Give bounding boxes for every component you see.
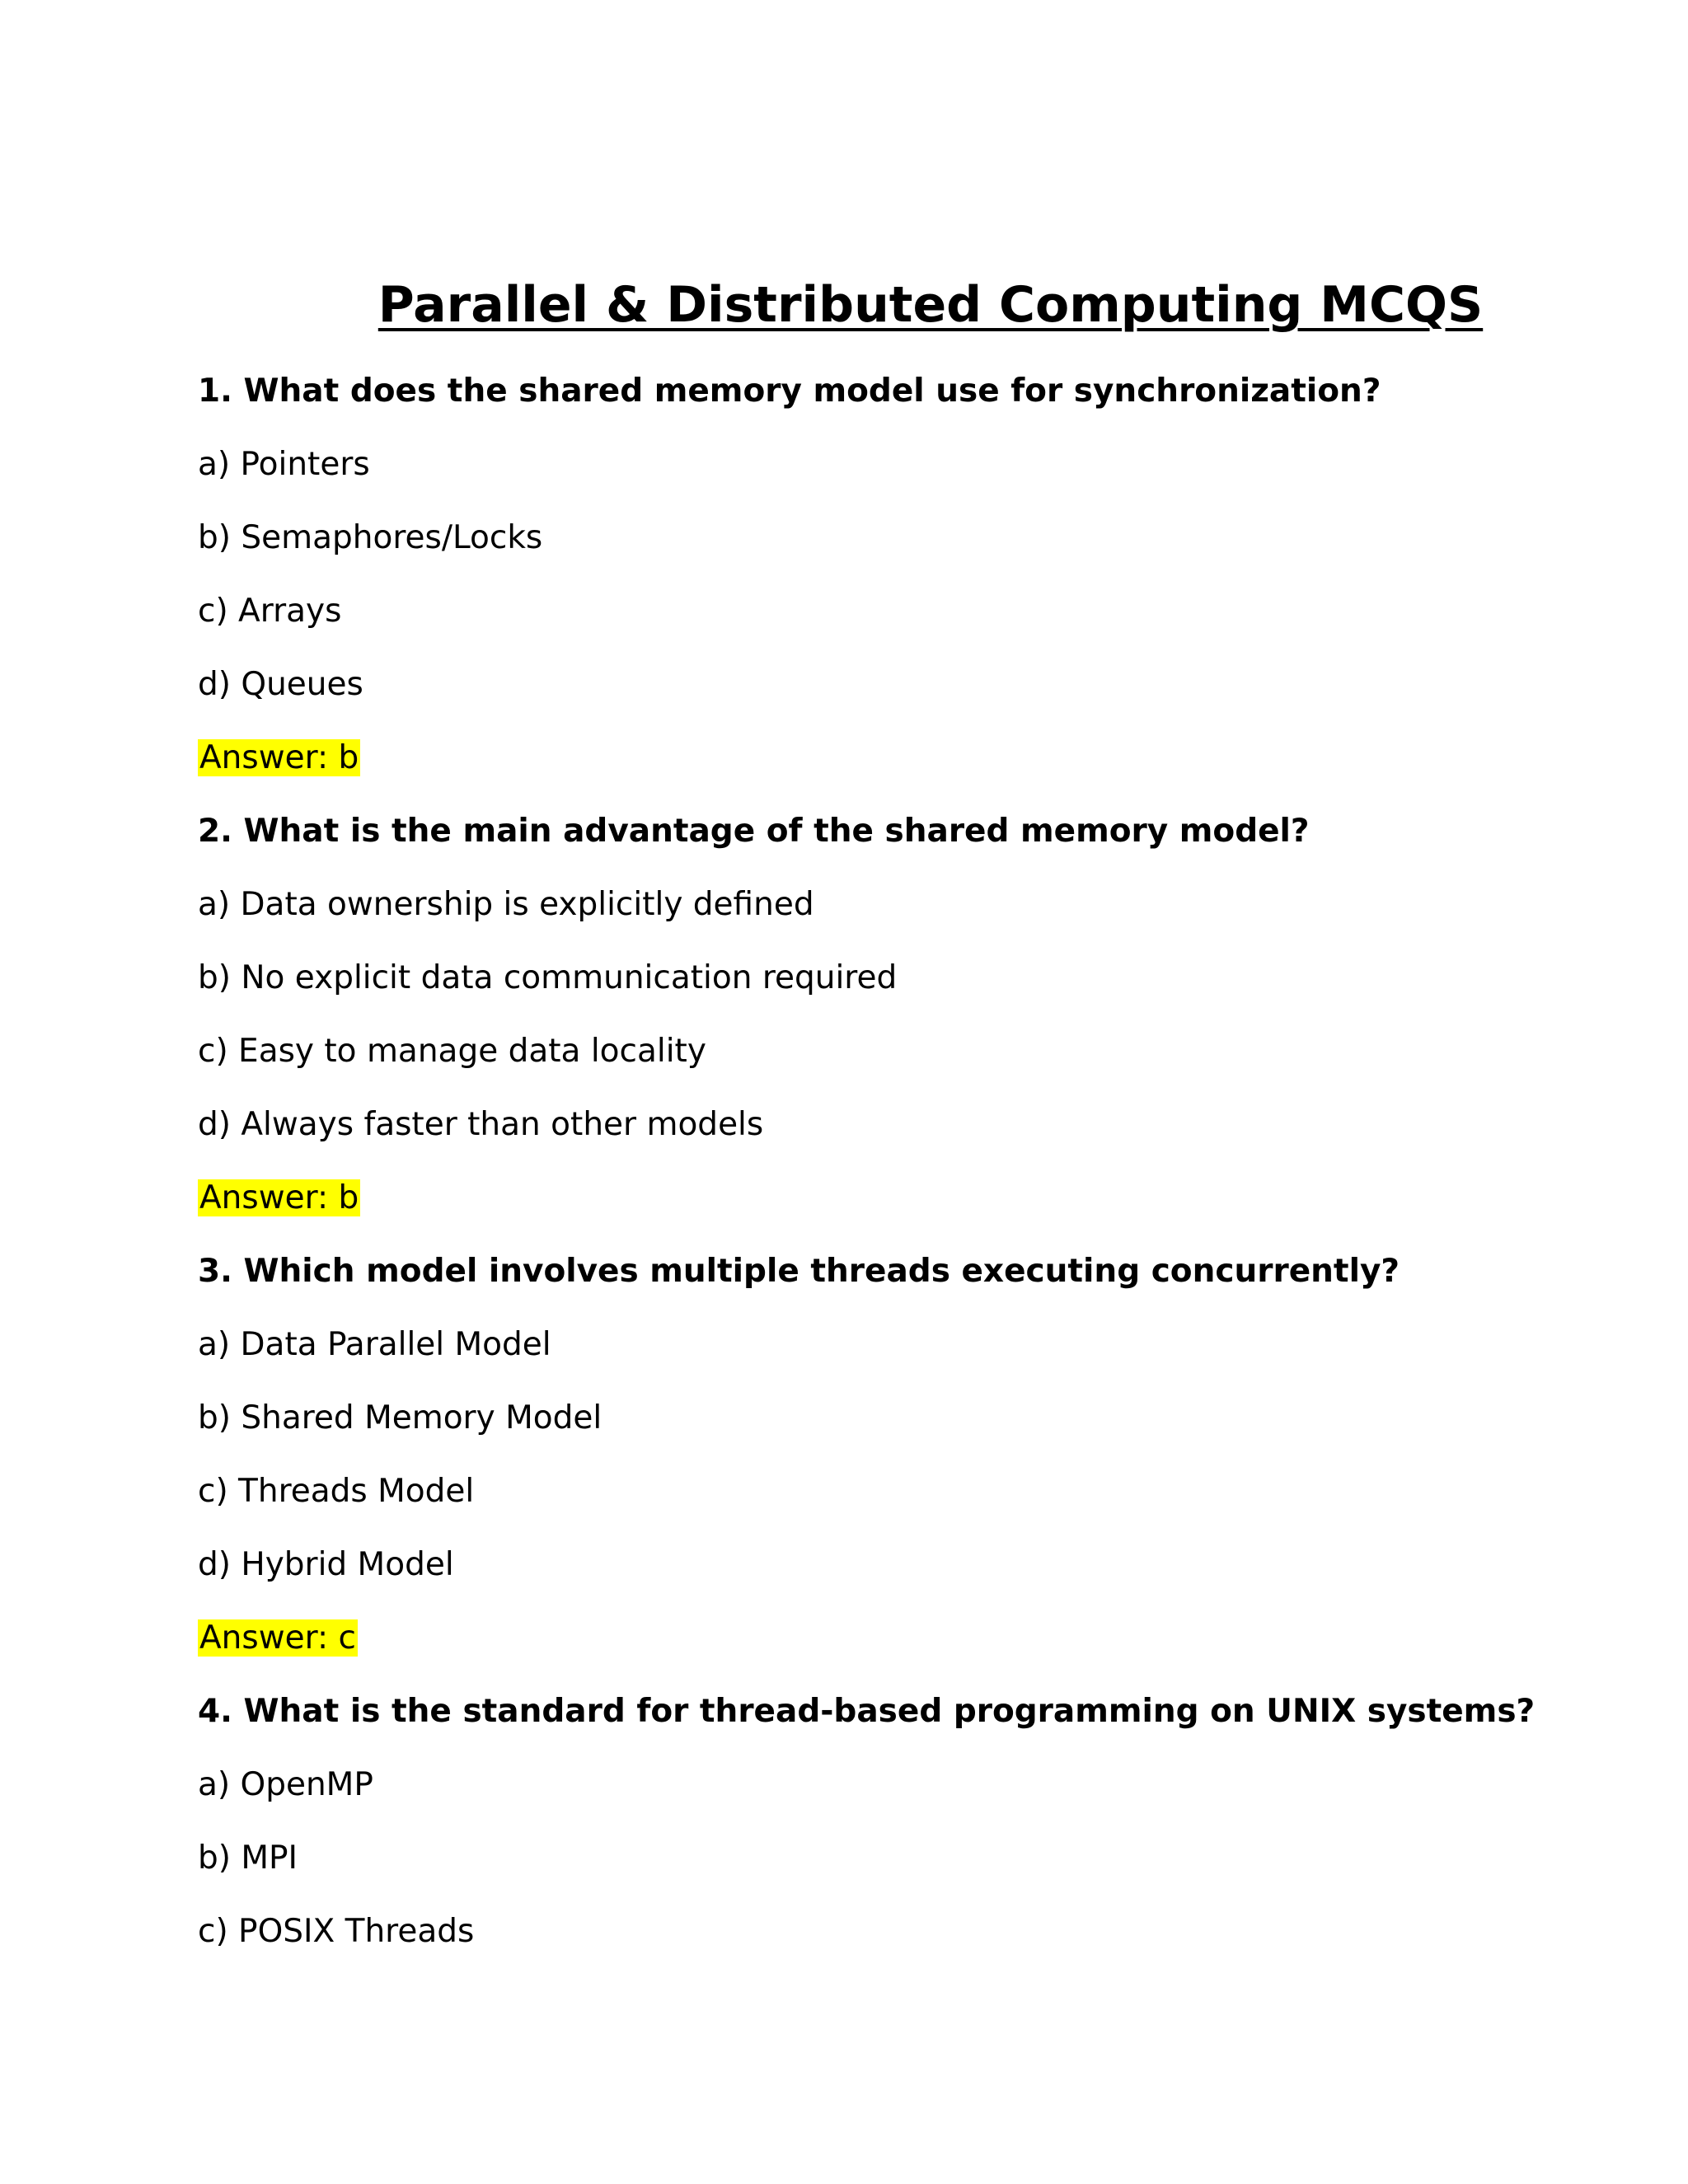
question-text: 4. What is the standard for thread-based programming on UNIX systems?	[198, 1693, 1536, 1730]
answer-highlight: Answer: b	[199, 739, 359, 776]
option-a: a) Pointers	[198, 446, 370, 483]
option-c: c) Arrays	[198, 593, 342, 630]
option-b: b) Shared Memory Model	[198, 1399, 603, 1436]
question-block-3	[198, 1243, 1599, 1683]
option-c: c) Threads Model	[198, 1473, 475, 1510]
answer-line	[198, 1610, 1599, 1683]
option-d: d) Queues	[198, 666, 363, 703]
option-a: a) Data Parallel Model	[198, 1326, 551, 1363]
option-b: b) MPI	[198, 1840, 298, 1877]
option-d: d) Always faster than other models	[198, 1106, 764, 1143]
option-b: b) No explicit data communication required	[198, 959, 898, 996]
answer-highlight: Answer: b	[199, 1179, 359, 1216]
question-block-4	[198, 1683, 1599, 1976]
option-d: d) Hybrid Model	[198, 1546, 454, 1583]
answer-line	[198, 729, 1599, 803]
document-title: Parallel & Distributed Computing MCQS	[377, 276, 1484, 334]
option-c: c) Easy to manage data locality	[198, 1033, 706, 1070]
question-text: 1. What does the shared memory model use for synchronization?	[198, 373, 1381, 410]
mcq-list	[198, 363, 1599, 1976]
option-a: a) OpenMP	[198, 1766, 373, 1803]
question-text: 3. Which model involves multiple threads executing concurrently?	[198, 1253, 1400, 1290]
answer-highlight: Answer: c	[199, 1619, 356, 1657]
option-b: b) Semaphores/Locks	[198, 519, 543, 556]
question-block-1	[198, 363, 1599, 803]
option-a: a) Data ownership is explicitly defined	[198, 886, 814, 923]
question-text: 2. What is the main advantage of the shared memory model?	[198, 813, 1310, 850]
question-block-2	[198, 803, 1599, 1243]
option-c: c) POSIX Threads	[198, 1913, 475, 1950]
answer-line	[198, 1169, 1599, 1243]
